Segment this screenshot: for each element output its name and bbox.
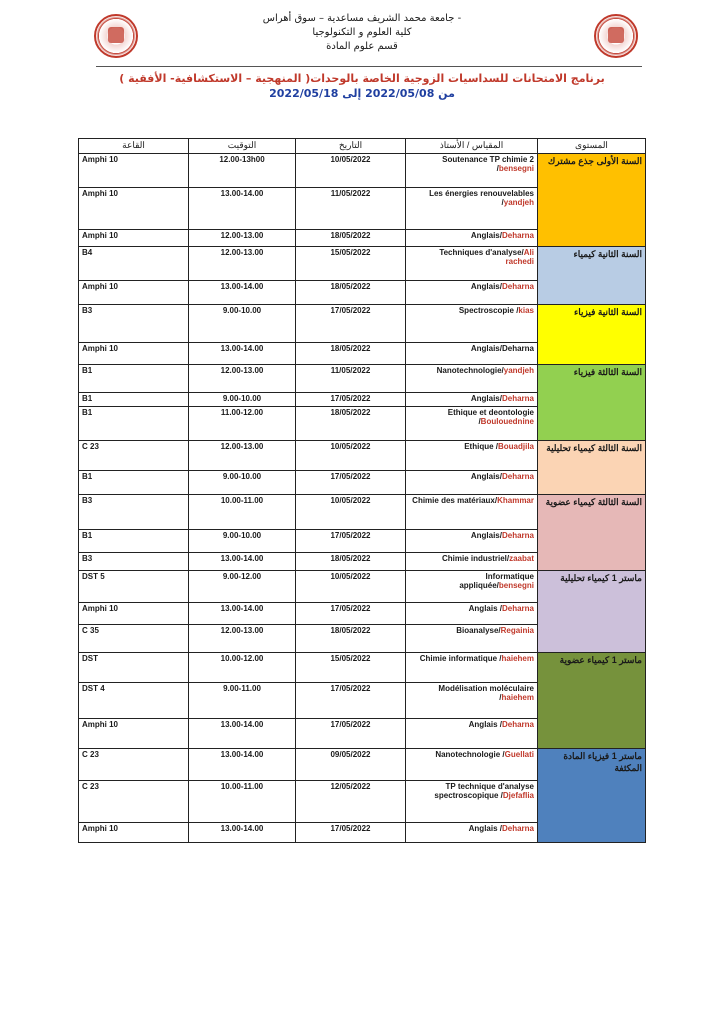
subject-text: Anglais/Deharna	[470, 344, 534, 353]
time-cell: 10.00-11.00	[189, 495, 296, 530]
teacher-name: Deharna	[501, 720, 534, 729]
time-cell: 11.00-12.00	[189, 407, 296, 441]
date-cell: 17/05/2022	[296, 683, 406, 719]
room-cell: B4	[79, 247, 189, 281]
teacher-name: yandjeh	[503, 198, 534, 207]
date-cell: 11/05/2022	[296, 188, 406, 230]
time-cell: 13.00-14.00	[189, 188, 296, 230]
teacher-name: Deharna	[501, 282, 534, 291]
subject-text: Bioanalyse/	[456, 626, 501, 635]
room-cell: Amphi 10	[79, 823, 189, 843]
date-cell: 18/05/2022	[296, 553, 406, 571]
time-cell: 12.00-13.00	[189, 625, 296, 653]
room-cell: B1	[79, 393, 189, 407]
room-cell: C 35	[79, 625, 189, 653]
teacher-name: Deharna	[501, 231, 534, 240]
subject-cell	[406, 188, 538, 230]
room-cell: B3	[79, 495, 189, 530]
date-cell: 12/05/2022	[296, 781, 406, 823]
subject-text: Soutenance TP chimie 2 /	[442, 155, 534, 173]
room-cell: B1	[79, 530, 189, 553]
teacher-name: Deharna	[501, 604, 534, 613]
time-cell: 9.00-11.00	[189, 683, 296, 719]
date-cell: 18/05/2022	[296, 281, 406, 305]
subject-cell	[406, 823, 538, 843]
table-row	[79, 305, 646, 343]
time-cell: 12.00-13.00	[189, 230, 296, 247]
subject-cell	[406, 683, 538, 719]
room-cell: DST 5	[79, 571, 189, 603]
university-name: جامعة محمد الشريف مساعدية – سوق أهراس -	[262, 13, 462, 24]
room-cell: B1	[79, 471, 189, 495]
time-cell: 9.00-10.00	[189, 530, 296, 553]
subject-cell	[406, 305, 538, 343]
date-cell: 17/05/2022	[296, 530, 406, 553]
subject-text: Anglais /	[468, 720, 502, 729]
time-cell: 12.00-13.00	[189, 365, 296, 393]
subject-cell	[406, 553, 538, 571]
time-cell: 12.00-13h00	[189, 154, 296, 188]
room-cell: Amphi 10	[79, 154, 189, 188]
subject-text: Spectroscopie /	[458, 306, 519, 315]
table-row	[79, 247, 646, 281]
teacher-name: Djefaflia	[502, 791, 534, 800]
teacher-name: Guellati	[504, 750, 534, 759]
date-cell: 17/05/2022	[296, 719, 406, 749]
subject-cell	[406, 281, 538, 305]
time-cell: 9.00-12.00	[189, 571, 296, 603]
level-cell: السنة الثالثة فيزياء	[538, 365, 646, 441]
time-cell: 10.00-11.00	[189, 781, 296, 823]
date-cell: 17/05/2022	[296, 305, 406, 343]
table-row	[79, 154, 646, 188]
teacher-name: zaabat	[509, 554, 534, 563]
subject-text: Anglais/	[470, 472, 502, 481]
room-cell: C 23	[79, 781, 189, 823]
level-cell: السنة الثانية كيمياء	[538, 247, 646, 305]
date-cell: 11/05/2022	[296, 365, 406, 393]
table-row	[79, 571, 646, 603]
subject-cell	[406, 407, 538, 441]
date-cell: 17/05/2022	[296, 393, 406, 407]
room-cell: Amphi 10	[79, 719, 189, 749]
subject-cell	[406, 365, 538, 393]
level-cell: السنة الأولى جذع مشترك	[538, 154, 646, 247]
subject-text: Les énergies renouvelables /	[429, 189, 534, 207]
subject-text: Ethique et deontologie /	[447, 408, 534, 426]
date-cell: 10/05/2022	[296, 495, 406, 530]
level-cell: السنة الثالثة كيمياء تحليلية	[538, 441, 646, 495]
date-cell: 18/05/2022	[296, 343, 406, 365]
time-cell: 13.00-14.00	[189, 343, 296, 365]
subject-cell	[406, 781, 538, 823]
room-cell: Amphi 10	[79, 343, 189, 365]
teacher-name: bensegni	[498, 581, 534, 590]
subject-cell	[406, 530, 538, 553]
table-row	[79, 441, 646, 471]
room-cell: Amphi 10	[79, 281, 189, 305]
date-cell: 18/05/2022	[296, 625, 406, 653]
subject-cell	[406, 343, 538, 365]
subject-cell	[406, 247, 538, 281]
faculty-name: كلية العلوم و التكنولوجيا	[312, 27, 412, 38]
date-cell: 17/05/2022	[296, 471, 406, 495]
subject-text: Anglais/	[470, 394, 502, 403]
time-cell: 12.00-13.00	[189, 441, 296, 471]
subject-cell	[406, 603, 538, 625]
table-row	[79, 653, 646, 683]
subject-text: Anglais/	[470, 282, 502, 291]
time-cell: 12.00-13.00	[189, 247, 296, 281]
subject-cell	[406, 653, 538, 683]
time-cell: 13.00-14.00	[189, 281, 296, 305]
level-cell: السنة الثالثة كيمياء عضوية	[538, 495, 646, 571]
subject-cell	[406, 495, 538, 530]
date-cell: 10/05/2022	[296, 441, 406, 471]
document-title: برنامج الامتحانات للسداسيات الزوجية الخاصة بالوحدات( المنهجية – الاستكشافية- الأفقية )	[119, 72, 605, 85]
teacher-name: Deharna	[501, 531, 534, 540]
subject-text: Chimie des matériaux/	[412, 496, 498, 505]
subject-cell	[406, 625, 538, 653]
date-cell: 09/05/2022	[296, 749, 406, 781]
room-cell: DST 4	[79, 683, 189, 719]
time-cell: 13.00-14.00	[189, 603, 296, 625]
room-cell: Amphi 10	[79, 603, 189, 625]
date-cell: 15/05/2022	[296, 247, 406, 281]
table-row	[79, 365, 646, 393]
subject-cell	[406, 571, 538, 603]
column-header-level: المستوى	[538, 139, 646, 154]
teacher-name: Deharna	[501, 394, 534, 403]
room-cell: Amphi 10	[79, 230, 189, 247]
teacher-name: kias	[518, 306, 534, 315]
teacher-name: haiehem	[501, 693, 534, 702]
table-row	[79, 749, 646, 781]
subject-cell	[406, 749, 538, 781]
subject-text: Modélisation moléculaire /	[438, 684, 534, 702]
column-header-room: القاعة	[79, 139, 189, 154]
subject-text: Ethique /	[464, 442, 498, 451]
room-cell: B1	[79, 407, 189, 441]
teacher-name: Deharna	[501, 824, 534, 833]
subject-cell	[406, 719, 538, 749]
time-cell: 13.00-14.00	[189, 719, 296, 749]
level-cell: السنة الثانية فيزياء	[538, 305, 646, 365]
room-cell: C 23	[79, 749, 189, 781]
subject-text: Nanotechnologie/	[436, 366, 504, 375]
room-cell: Amphi 10	[79, 188, 189, 230]
level-cell: ماستر 1 كيمياء عضوية	[538, 653, 646, 749]
subject-cell	[406, 393, 538, 407]
date-cell: 18/05/2022	[296, 230, 406, 247]
teacher-name: haiehem	[501, 654, 534, 663]
teacher-name: Khammar	[497, 496, 534, 505]
time-cell: 13.00-14.00	[189, 553, 296, 571]
subject-text: Anglais/	[470, 531, 502, 540]
time-cell: 13.00-14.00	[189, 823, 296, 843]
teacher-name: Deharna	[501, 472, 534, 481]
time-cell: 9.00-10.00	[189, 471, 296, 495]
subject-text: Techniques d'analyse/	[439, 248, 524, 257]
column-header-time: التوقيت	[189, 139, 296, 154]
date-cell: 18/05/2022	[296, 407, 406, 441]
table-header-row	[79, 139, 646, 154]
time-cell: 10.00-12.00	[189, 653, 296, 683]
teacher-name: Ali rachedi	[505, 248, 534, 266]
room-cell: DST	[79, 653, 189, 683]
column-header-date: التاريخ	[296, 139, 406, 154]
subject-text: Chimie informatique /	[419, 654, 502, 663]
date-cell: 10/05/2022	[296, 571, 406, 603]
subject-cell	[406, 471, 538, 495]
level-cell: ماستر 1 فيزياء المادة المكثفة	[538, 749, 646, 843]
subject-text: TP technique d'analyse spectroscopique /	[434, 782, 534, 800]
date-range: من 2022/05/08 إلى 2022/05/18	[269, 87, 455, 100]
teacher-name: Regainia	[500, 626, 534, 635]
exam-schedule-table	[78, 138, 646, 843]
subject-cell	[406, 441, 538, 471]
date-cell: 17/05/2022	[296, 823, 406, 843]
time-cell: 9.00-10.00	[189, 393, 296, 407]
room-cell: C 23	[79, 441, 189, 471]
room-cell: B3	[79, 305, 189, 343]
subject-text: Anglais /	[468, 604, 502, 613]
teacher-name: bensegni	[498, 164, 534, 173]
subject-text: Nanotechnologie /	[435, 750, 505, 759]
teacher-name: Boulouednine	[480, 417, 534, 426]
subject-text: Chimie industriel/	[441, 554, 510, 563]
date-cell: 15/05/2022	[296, 653, 406, 683]
subject-text: Anglais/	[470, 231, 502, 240]
department-name: قسم علوم المادة	[326, 41, 398, 52]
date-cell: 10/05/2022	[296, 154, 406, 188]
teacher-name: Bouadjila	[497, 442, 534, 451]
teacher-name: yandjeh	[503, 366, 534, 375]
subject-cell	[406, 230, 538, 247]
subject-text: Informatique appliquée/	[459, 572, 534, 590]
room-cell: B3	[79, 553, 189, 571]
header-divider	[96, 66, 642, 67]
table-row	[79, 495, 646, 530]
room-cell: B1	[79, 365, 189, 393]
subject-text: Anglais /	[468, 824, 502, 833]
column-header-subject: المقياس / الأستاذ	[406, 139, 538, 154]
subject-cell	[406, 154, 538, 188]
time-cell: 9.00-10.00	[189, 305, 296, 343]
time-cell: 13.00-14.00	[189, 749, 296, 781]
date-cell: 17/05/2022	[296, 603, 406, 625]
level-cell: ماستر 1 كيمياء تحليلية	[538, 571, 646, 653]
